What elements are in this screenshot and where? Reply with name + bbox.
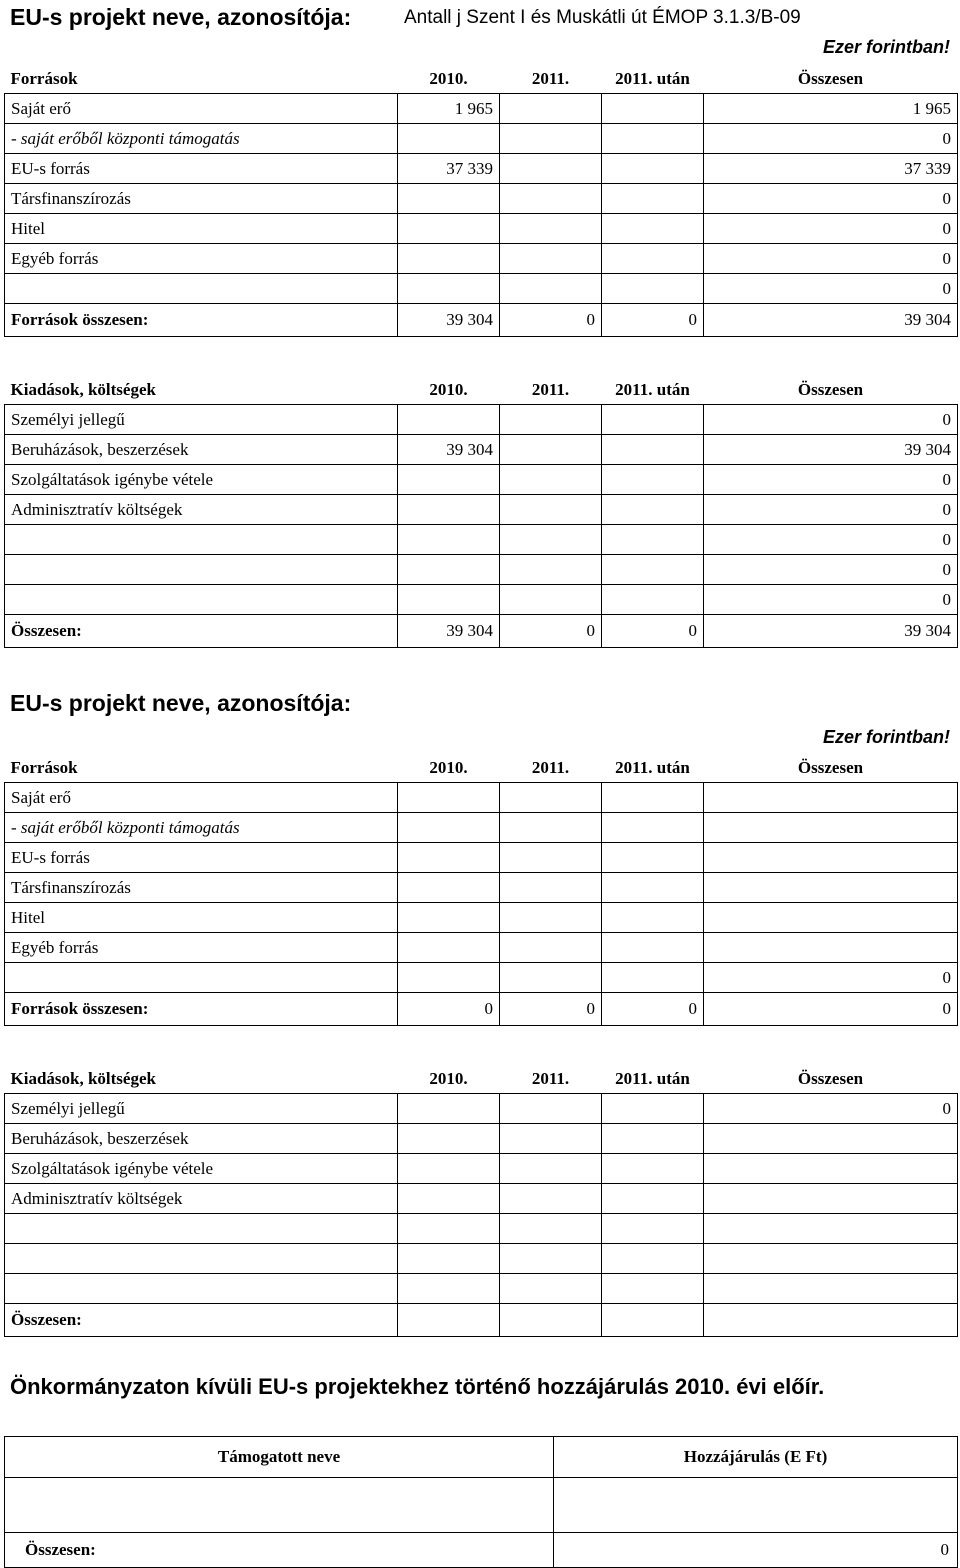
- row-value: [500, 1094, 602, 1124]
- row-value: [398, 244, 500, 274]
- column-header: 2011. után: [602, 64, 704, 94]
- total-value: 0: [704, 993, 958, 1026]
- table-row: [5, 525, 958, 555]
- row-value: [500, 124, 602, 154]
- total-value: 0: [398, 993, 500, 1026]
- table-row: [5, 154, 958, 184]
- row-value: [602, 843, 704, 873]
- row-value: [602, 94, 704, 124]
- row-value: [602, 184, 704, 214]
- row-label: - saját erőből központi támogatás: [5, 813, 398, 843]
- row-value: [398, 813, 500, 843]
- total-value: [500, 1304, 602, 1337]
- total-value: 0: [602, 993, 704, 1026]
- column-header: 2011.: [500, 753, 602, 783]
- row-value: [398, 124, 500, 154]
- support-row-name: [5, 1478, 554, 1533]
- row-value: 0: [704, 1094, 958, 1124]
- table-total-row: [5, 1304, 958, 1337]
- row-value: [500, 94, 602, 124]
- header-label: Kiadások, költségek: [5, 1064, 398, 1094]
- total-value: 0: [602, 615, 704, 648]
- row-value: [500, 274, 602, 304]
- header-label: Kiadások, költségek: [5, 375, 398, 405]
- row-value: [602, 495, 704, 525]
- row-value: 0: [704, 555, 958, 585]
- column-header: 2011. után: [602, 1064, 704, 1094]
- table-total-row: [5, 304, 958, 337]
- column-header: 2011.: [500, 64, 602, 94]
- table-row: [5, 1094, 958, 1124]
- row-value: [704, 813, 958, 843]
- column-header: 2011.: [500, 375, 602, 405]
- table-row: [5, 405, 958, 435]
- row-value: [602, 1274, 704, 1304]
- row-value: [500, 813, 602, 843]
- row-value: 0: [704, 525, 958, 555]
- sources-table-2: [4, 753, 958, 1026]
- row-value: 0: [704, 405, 958, 435]
- row-label: Társfinanszírozás: [5, 873, 398, 903]
- table-row: [5, 873, 958, 903]
- row-value: [602, 585, 704, 615]
- row-value: [602, 1244, 704, 1274]
- column-header: 2011. után: [602, 375, 704, 405]
- row-value: [500, 1184, 602, 1214]
- row-value: [602, 1214, 704, 1244]
- row-value: [398, 1154, 500, 1184]
- row-value: [602, 1154, 704, 1184]
- row-label: - saját erőből központi támogatás: [5, 124, 398, 154]
- row-value: [704, 1244, 958, 1274]
- column-header: 2011.: [500, 1064, 602, 1094]
- column-header: Összesen: [704, 375, 958, 405]
- row-label: [5, 525, 398, 555]
- support-total-value: 0: [554, 1533, 958, 1568]
- row-value: [602, 933, 704, 963]
- col-supported-name: Támogatott neve: [5, 1437, 554, 1478]
- table-row: [5, 1244, 958, 1274]
- row-value: [500, 843, 602, 873]
- row-value: [704, 1154, 958, 1184]
- row-value: [602, 124, 704, 154]
- row-value: [398, 274, 500, 304]
- row-value: [398, 405, 500, 435]
- row-value: 1 965: [398, 94, 500, 124]
- table-row: [5, 585, 958, 615]
- project-title-label: EU-s projekt neve, azonosítója:: [10, 4, 352, 30]
- row-value: 0: [704, 963, 958, 993]
- row-value: [398, 585, 500, 615]
- table-row: [5, 435, 958, 465]
- costs-table-1: [4, 375, 958, 648]
- row-value: [500, 1244, 602, 1274]
- total-value: 39 304: [704, 304, 958, 337]
- row-value: [398, 1094, 500, 1124]
- row-label: Szolgáltatások igénybe vétele: [5, 465, 398, 495]
- row-value: [602, 963, 704, 993]
- total-label: Összesen:: [5, 1304, 398, 1337]
- row-value: [398, 873, 500, 903]
- row-value: [500, 585, 602, 615]
- row-value: [398, 1274, 500, 1304]
- project-title-label-2: EU-s projekt neve, azonosítója:: [10, 690, 352, 716]
- row-value: [602, 154, 704, 184]
- table-row: [5, 274, 958, 304]
- table-row: [5, 495, 958, 525]
- row-label: Beruházások, beszerzések: [5, 1124, 398, 1154]
- total-value: [602, 1304, 704, 1337]
- column-header: Összesen: [704, 1064, 958, 1094]
- row-value: [704, 1124, 958, 1154]
- row-value: [500, 405, 602, 435]
- row-label: EU-s forrás: [5, 843, 398, 873]
- row-value: [602, 1094, 704, 1124]
- row-value: 39 304: [398, 435, 500, 465]
- row-value: 0: [704, 495, 958, 525]
- total-value: 39 304: [398, 615, 500, 648]
- row-value: [500, 495, 602, 525]
- col-contribution: Hozzájárulás (E Ft): [554, 1437, 958, 1478]
- row-value: [398, 783, 500, 813]
- row-value: [398, 963, 500, 993]
- row-label: Személyi jellegű: [5, 1094, 398, 1124]
- support-row-amount: [554, 1478, 958, 1533]
- row-label: [5, 963, 398, 993]
- row-value: 37 339: [704, 154, 958, 184]
- table-row: [5, 124, 958, 154]
- table-row: [5, 1274, 958, 1304]
- table-row: [5, 1154, 958, 1184]
- support-total-label: Összesen:: [5, 1533, 554, 1568]
- row-value: [602, 873, 704, 903]
- total-value: 0: [500, 304, 602, 337]
- total-value: 39 304: [398, 304, 500, 337]
- row-value: [398, 495, 500, 525]
- row-value: [704, 783, 958, 813]
- row-value: [500, 244, 602, 274]
- row-value: [602, 903, 704, 933]
- column-header: 2010.: [398, 1064, 500, 1094]
- row-value: 37 339: [398, 154, 500, 184]
- row-value: [500, 873, 602, 903]
- row-value: [602, 274, 704, 304]
- row-value: [398, 465, 500, 495]
- row-label: Adminisztratív költségek: [5, 1184, 398, 1214]
- row-label: Hitel: [5, 903, 398, 933]
- row-value: [398, 525, 500, 555]
- row-value: [500, 963, 602, 993]
- column-header: Összesen: [704, 753, 958, 783]
- row-value: 0: [704, 585, 958, 615]
- row-value: [398, 555, 500, 585]
- total-label: Források összesen:: [5, 993, 398, 1026]
- row-label: Saját erő: [5, 783, 398, 813]
- row-value: [704, 843, 958, 873]
- total-value: [398, 1304, 500, 1337]
- row-value: [500, 435, 602, 465]
- total-value: [704, 1304, 958, 1337]
- support-title: Önkormányzaton kívüli EU-s projektekhez történő hozzájárulás 2010. évi előír.: [10, 1374, 825, 1399]
- row-value: [500, 1124, 602, 1154]
- row-value: 0: [704, 465, 958, 495]
- header-label: Források: [5, 64, 398, 94]
- row-value: [398, 1214, 500, 1244]
- total-value: 0: [602, 304, 704, 337]
- row-value: [500, 783, 602, 813]
- row-value: [704, 903, 958, 933]
- row-value: [704, 933, 958, 963]
- total-label: Összesen:: [5, 615, 398, 648]
- column-header: 2011. után: [602, 753, 704, 783]
- row-label: Adminisztratív költségek: [5, 495, 398, 525]
- row-value: [500, 154, 602, 184]
- table-row: [5, 94, 958, 124]
- row-label: Társfinanszírozás: [5, 184, 398, 214]
- row-value: [602, 1124, 704, 1154]
- project-name: Antall j Szent I és Muskátli út ÉMOP 3.1.3/B-09: [404, 7, 801, 28]
- header-label: Források: [5, 753, 398, 783]
- table-row: [5, 555, 958, 585]
- row-value: [500, 933, 602, 963]
- row-value: [602, 1184, 704, 1214]
- column-header: 2010.: [398, 375, 500, 405]
- row-value: [500, 214, 602, 244]
- table-row: [5, 963, 958, 993]
- row-value: [602, 405, 704, 435]
- row-label: [5, 274, 398, 304]
- table-row: [5, 903, 958, 933]
- table-header: [5, 375, 958, 405]
- total-value: 39 304: [704, 615, 958, 648]
- row-value: [602, 555, 704, 585]
- table-row: [5, 783, 958, 813]
- row-value: 0: [704, 184, 958, 214]
- row-value: [704, 1214, 958, 1244]
- row-value: [602, 244, 704, 274]
- row-label: [5, 1214, 398, 1244]
- table-row: [5, 1184, 958, 1214]
- row-value: [398, 214, 500, 244]
- row-label: Hitel: [5, 214, 398, 244]
- row-value: [398, 1184, 500, 1214]
- row-value: [500, 903, 602, 933]
- row-value: [398, 1124, 500, 1154]
- row-value: [398, 1244, 500, 1274]
- sources-table-1: [4, 64, 958, 337]
- table-header: [5, 753, 958, 783]
- table-row: [5, 244, 958, 274]
- row-value: 39 304: [704, 435, 958, 465]
- row-value: 1 965: [704, 94, 958, 124]
- row-value: [398, 933, 500, 963]
- table-row: [5, 1214, 958, 1244]
- row-value: [398, 903, 500, 933]
- table-row: [5, 1124, 958, 1154]
- row-label: [5, 555, 398, 585]
- row-value: [500, 1214, 602, 1244]
- row-value: [704, 1274, 958, 1304]
- row-value: [500, 555, 602, 585]
- column-header: Összesen: [704, 64, 958, 94]
- row-label: [5, 585, 398, 615]
- column-header: 2010.: [398, 753, 500, 783]
- row-value: [602, 435, 704, 465]
- row-value: 0: [704, 214, 958, 244]
- table-row: [5, 214, 958, 244]
- row-value: [500, 465, 602, 495]
- column-header: 2010.: [398, 64, 500, 94]
- row-label: Egyéb forrás: [5, 933, 398, 963]
- row-label: EU-s forrás: [5, 154, 398, 184]
- table-header: [5, 1064, 958, 1094]
- row-value: [602, 813, 704, 843]
- row-value: 0: [704, 124, 958, 154]
- table-header: [5, 64, 958, 94]
- table-total-row: [5, 993, 958, 1026]
- row-value: [602, 525, 704, 555]
- row-value: [398, 843, 500, 873]
- row-value: [704, 873, 958, 903]
- table-row: [5, 843, 958, 873]
- unit-note-2: Ezer forintban!: [822, 727, 950, 747]
- total-value: 0: [500, 615, 602, 648]
- unit-note: Ezer forintban!: [822, 37, 950, 57]
- total-label: Források összesen:: [5, 304, 398, 337]
- table-row: [5, 813, 958, 843]
- row-value: [704, 1184, 958, 1214]
- row-value: [602, 465, 704, 495]
- table-row: [5, 184, 958, 214]
- row-label: Saját erő: [5, 94, 398, 124]
- row-value: [398, 184, 500, 214]
- row-label: Beruházások, beszerzések: [5, 435, 398, 465]
- table-row: [5, 933, 958, 963]
- row-value: 0: [704, 244, 958, 274]
- total-value: 0: [500, 993, 602, 1026]
- table-row: [5, 465, 958, 495]
- costs-table-2: [4, 1064, 958, 1337]
- table-total-row: [5, 615, 958, 648]
- row-value: [500, 1154, 602, 1184]
- row-label: [5, 1244, 398, 1274]
- row-label: Szolgáltatások igénybe vétele: [5, 1154, 398, 1184]
- row-value: 0: [704, 274, 958, 304]
- support-table: [4, 1436, 958, 1568]
- row-label: [5, 1274, 398, 1304]
- row-label: Egyéb forrás: [5, 244, 398, 274]
- row-value: [500, 1274, 602, 1304]
- row-label: Személyi jellegű: [5, 405, 398, 435]
- row-value: [500, 184, 602, 214]
- row-value: [602, 783, 704, 813]
- row-value: [500, 525, 602, 555]
- row-value: [602, 214, 704, 244]
